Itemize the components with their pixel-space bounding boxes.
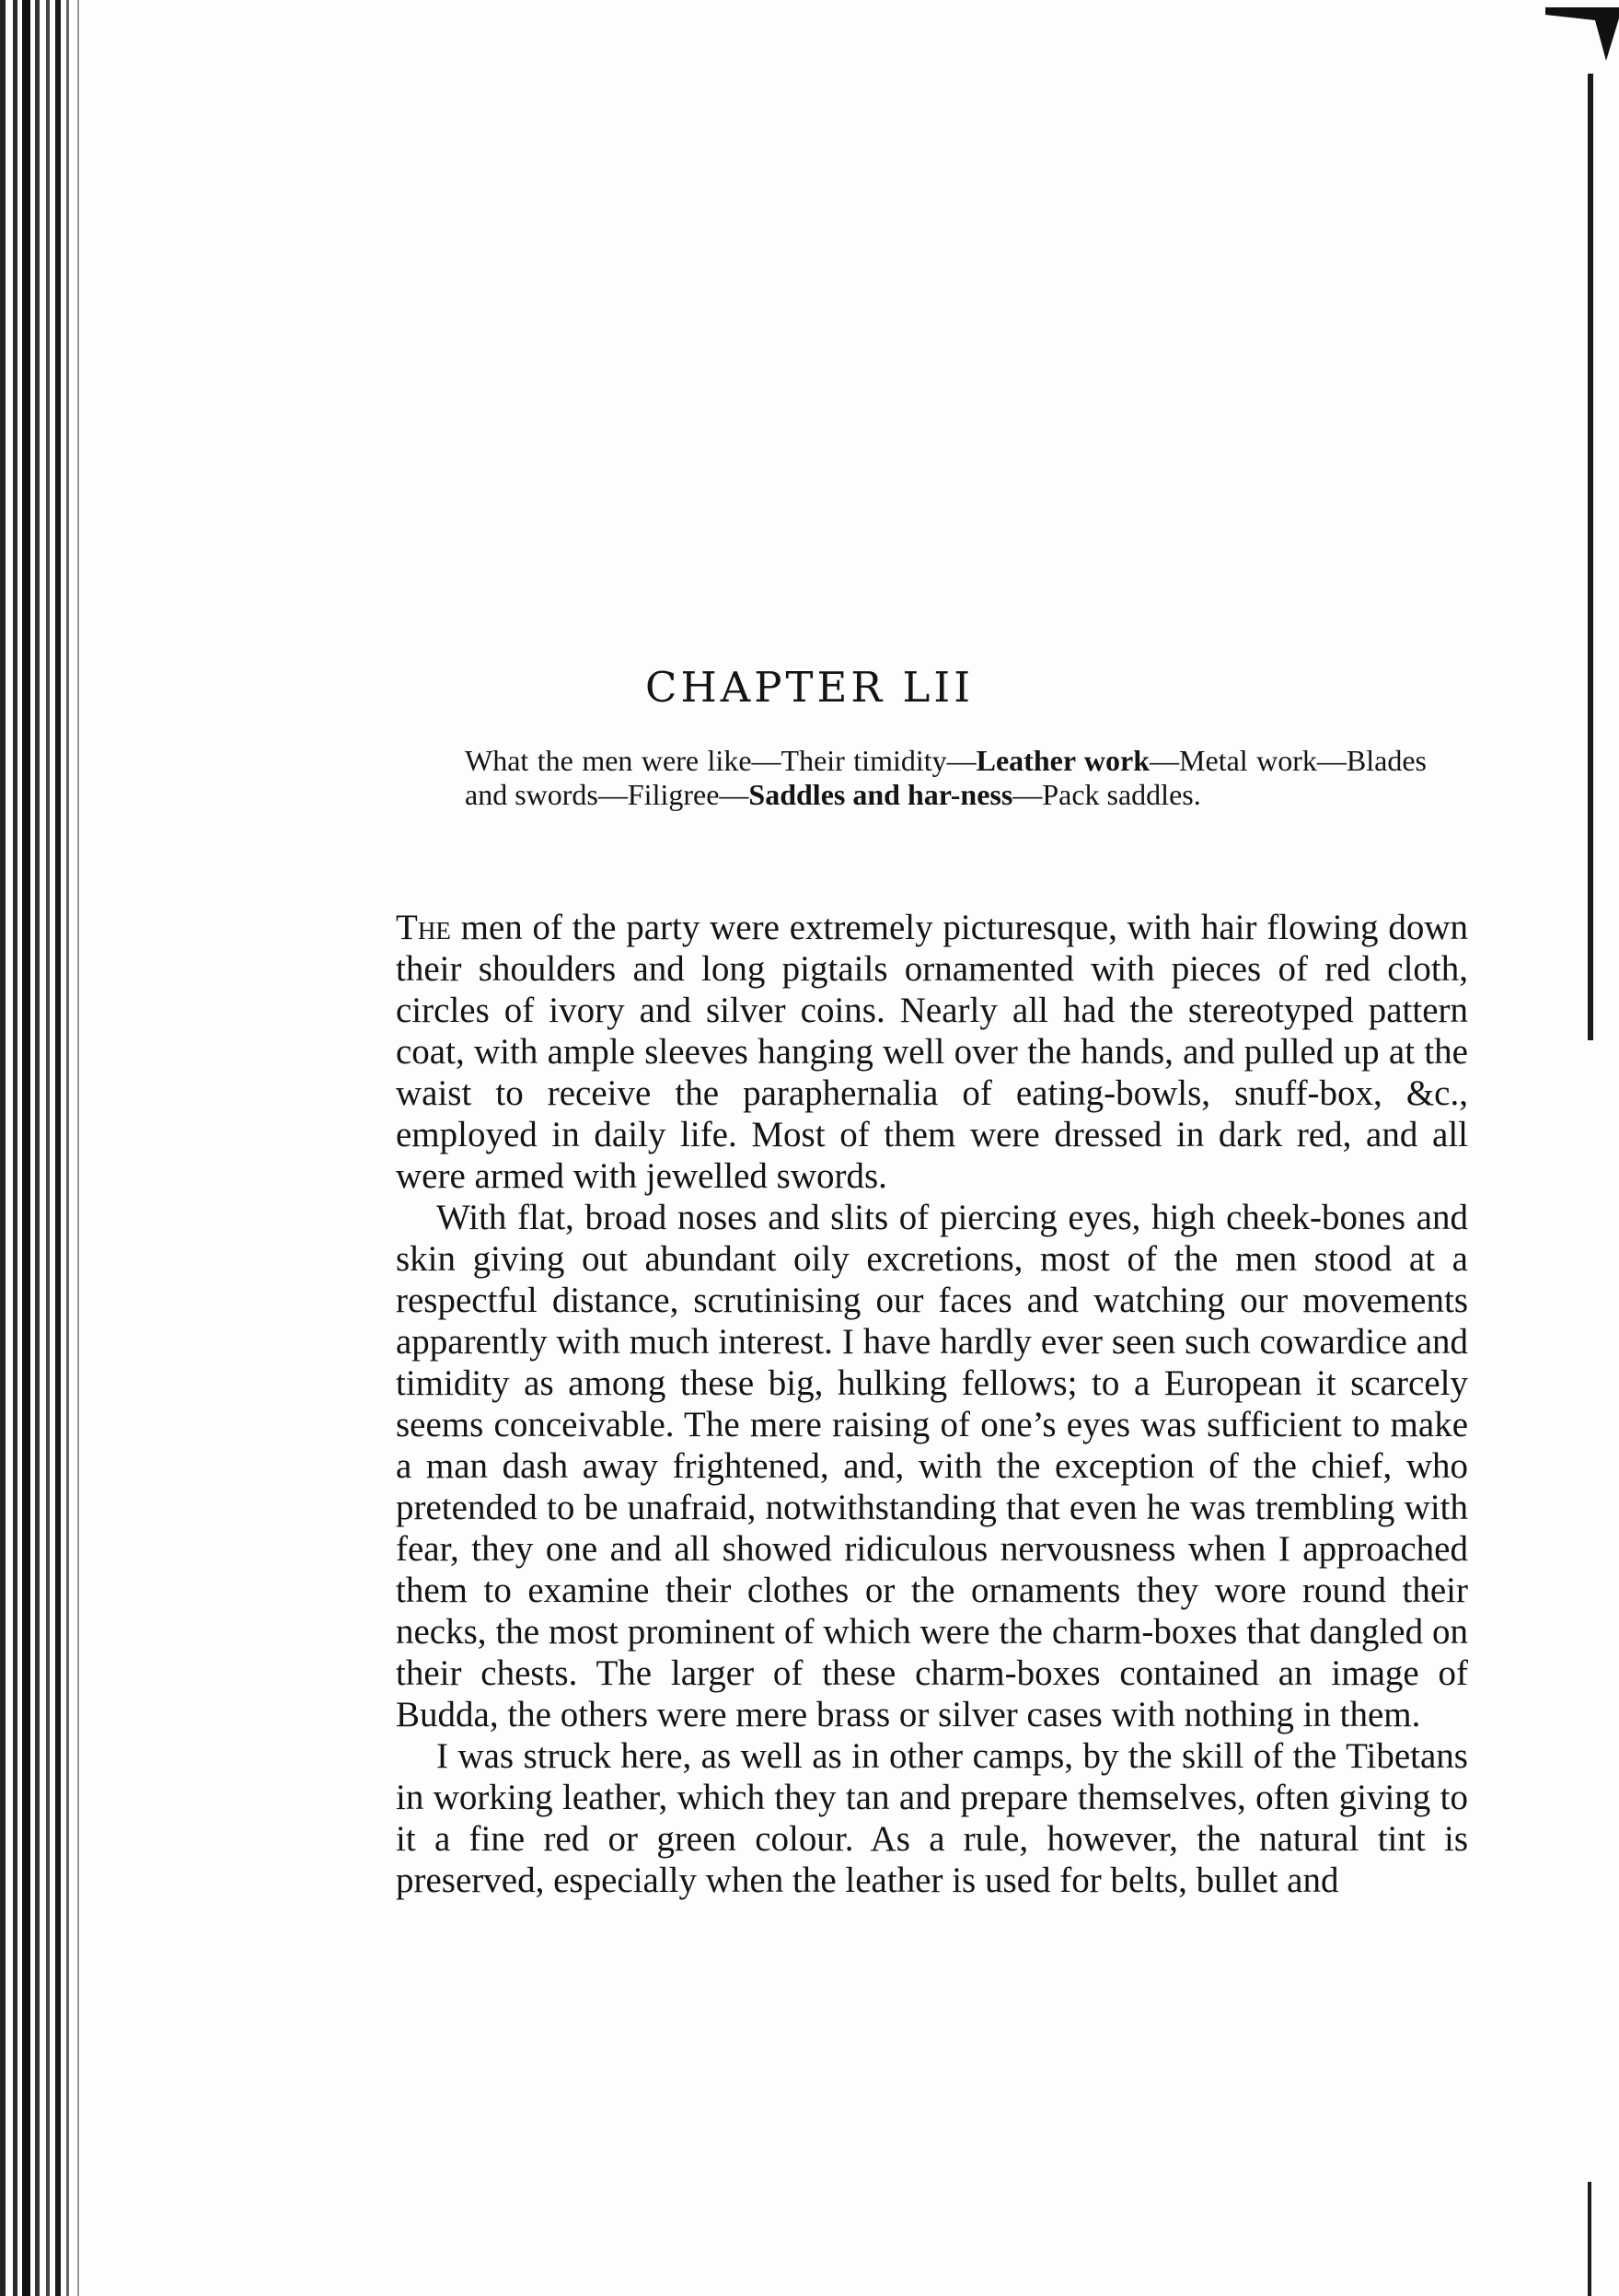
synopsis-bold-2: Saddles and har-ness [748, 778, 1013, 811]
corner-mark [1545, 0, 1619, 74]
paragraph-3: I was struck here, as well as in other camps, by the skill of the Tibetans in working leather, which they tan and prepare themselves, often giving to it a fine red or green colour. As a rule, however, the natural tint is preserved, especially when the leather is used for belts, bullet and [396, 1736, 1468, 1900]
synopsis-text-2: —Metal work—Blades and swords—Filigree— [465, 744, 1427, 811]
book-binding-edge [0, 0, 101, 2296]
body-text [396, 907, 1468, 1901]
paragraph-2: With flat, broad noses and slits of piercing eyes, high cheek-bones and skin giving out abundant oily excretions, most of the men stood at a respectful distance, scrutinising our faces and watching our movements apparently with much interest. I have hardly ever seen such cowardice and timidity as among these big, hulking fellows; to a European it scarcely seems conceivable. The mere raising of one’s eyes was sufficient to make a man dash away frightened, and, with the exception of the chief, who pretended to be unafraid, notwithstanding that even he was trembling with fear, they one and all showed ridiculous nervousness when I approached them to examine their clothes or the ornaments they wore round their necks, the most prominent of which were the charm-boxes that dangled on their chests. The larger of these charm-boxes contained an image of Budda, the others were mere brass or silver cases with nothing in them. [396, 1198, 1468, 1734]
chapter-synopsis [465, 744, 1427, 812]
page-edge-rule [1588, 74, 1593, 1040]
paragraph-1-text: men of the party were extremely picturesque, with hair flowing down their shoulders and long pigtails ornamented with pieces of red cloth, circles of ivory and silver coins. Nearly all had the stereotyped pattern coat, with ample sleeves hanging well over the hands, and pulled up at the waist to receive the paraphernalia of eating-bowls, snuff-box, &c., employed in daily life. Most of them were dressed in dark red, and all were armed with jewelled swords. [396, 908, 1468, 1196]
paragraph-1-lead: The [396, 908, 451, 947]
synopsis-text-1: What the men were like—Their timidity— [465, 744, 977, 777]
paragraph-1 [396, 907, 1468, 1197]
synopsis-text-3: —Pack saddles. [1012, 778, 1201, 811]
synopsis-bold-1: Leather work [976, 744, 1151, 777]
chapter-title: CHAPTER LII [645, 663, 974, 713]
page-edge-rule-lower [1588, 2182, 1591, 2296]
